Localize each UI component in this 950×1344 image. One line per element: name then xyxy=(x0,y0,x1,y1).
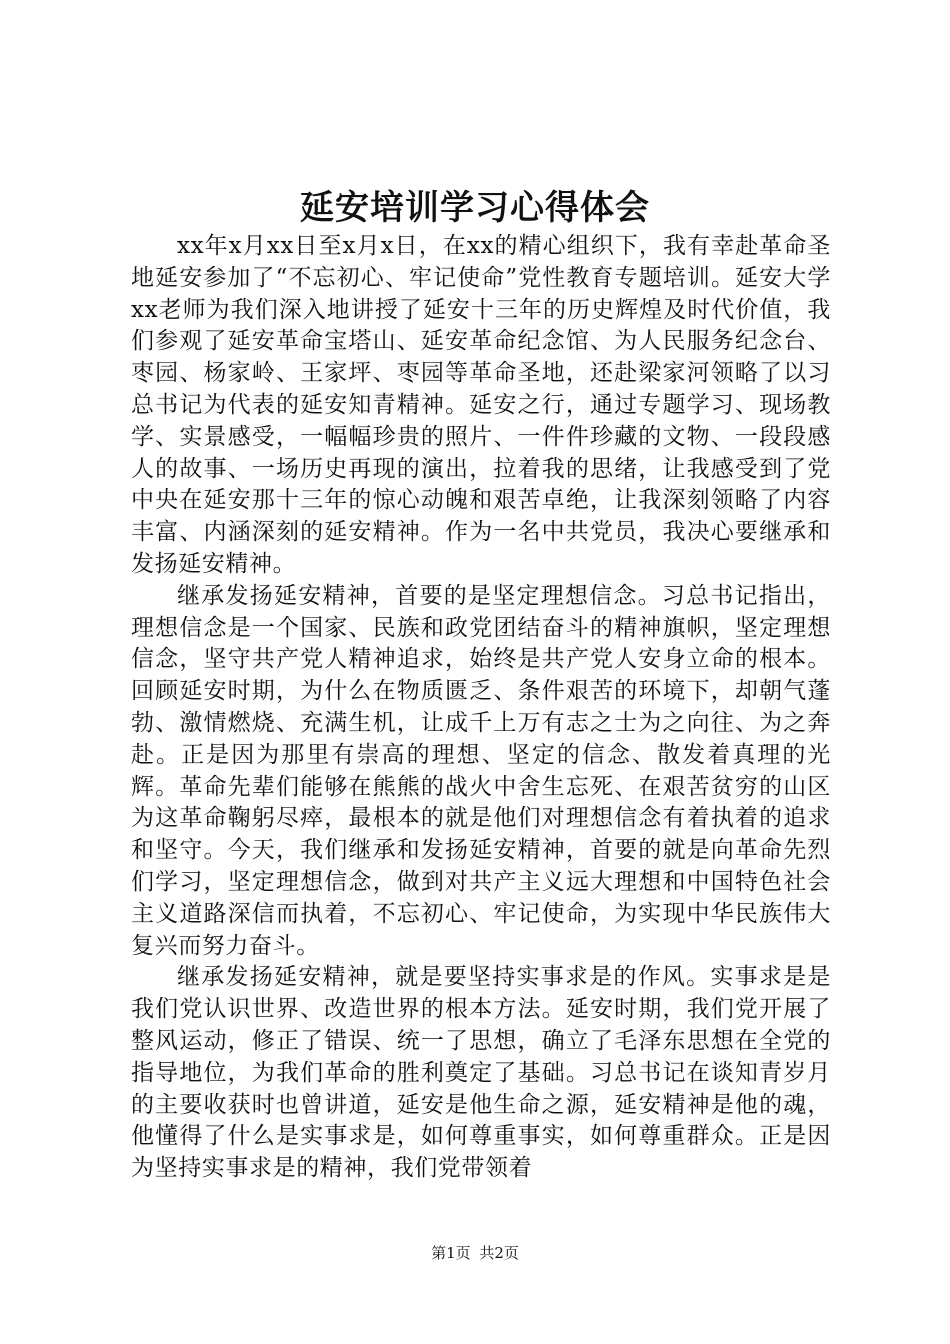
page-total: 共2页 xyxy=(479,1244,519,1262)
paragraph: 继承发扬延安精神，首要的是坚定理想信念。习总书记指出，理想信念是一个国家、民族和政党团结奋斗的精神旗帜，坚定理想信念，坚守共产党人精神追求，始终是共产党人安身立命的根本。回顾延安时期，为什么在物质匮乏、条件艰苦的环境下，却朝气蓬勃、激情燃烧、充满生机，让成千上万有志之士为之向往、为之奔赴。正是因为那里有崇高的理想、坚定的信念、散发着真理的光辉。革命先辈们能够在熊熊的战火中舍生忘死、在艰苦贫穷的山区为这革命鞠躬尽瘁，最根本的就是他们对理想信念有着执着的追求和坚守。今天，我们继承和发扬延安精神，首要的就是向革命先烈们学习，坚定理想信念，做到对共产主义远大理想和中国特色社会主义道路深信而执着，不忘初心、牢记使命，为实现中华民族伟大复兴而努力奋斗。 xyxy=(131,582,831,959)
paragraph: xx年x月xx日至x月x日，在xx的精心组织下，我有幸赴革命圣地延安参加了“不忘初心、牢记使命”党性教育专题培训。延安大学xx老师为我们深入地讲授了延安十三年的历史辉煌及时代价值，我们参观了延安革命宝塔山、延安革命纪念馆、为人民服务纪念台、枣园、杨家岭、王家坪、枣园等革命圣地，还赴梁家河领略了以习总书记为代表的延安知青精神。延安之行，通过专题学习、现场教学、实景感受，一幅幅珍贵的照片、一件件珍藏的文物、一段段感人的故事、一场历史再现的演出，拉着我的思绪，让我感受到了党中央在延安那十三年的惊心动魄和艰苦卓绝，让我深刻领略了内容丰富、内涵深刻的延安精神。作为一名中共党员，我决心要继承和发扬延安精神。 xyxy=(131,233,831,577)
document-title: 延安培训学习心得体会 xyxy=(300,188,650,228)
document-body xyxy=(131,231,831,1185)
paragraph: 继承发扬延安精神，就是要坚持实事求是的作风。实事求是是我们党认识世界、改造世界的根本方法。延安时期，我们党开展了整风运动，修正了错误、统一了思想，确立了毛泽东思想在全党的指导地位，为我们革命的胜利奠定了基础。习总书记在谈知青岁月的主要收获时也曾讲道，延安是他生命之源，延安精神是他的魂，他懂得了什么是实事求是，如何尊重事实，如何尊重群众。正是因为坚持实事求是的精神，我们党带领着 xyxy=(131,964,831,1182)
page-number: 第1页 xyxy=(431,1244,471,1262)
page-footer xyxy=(0,1243,950,1263)
